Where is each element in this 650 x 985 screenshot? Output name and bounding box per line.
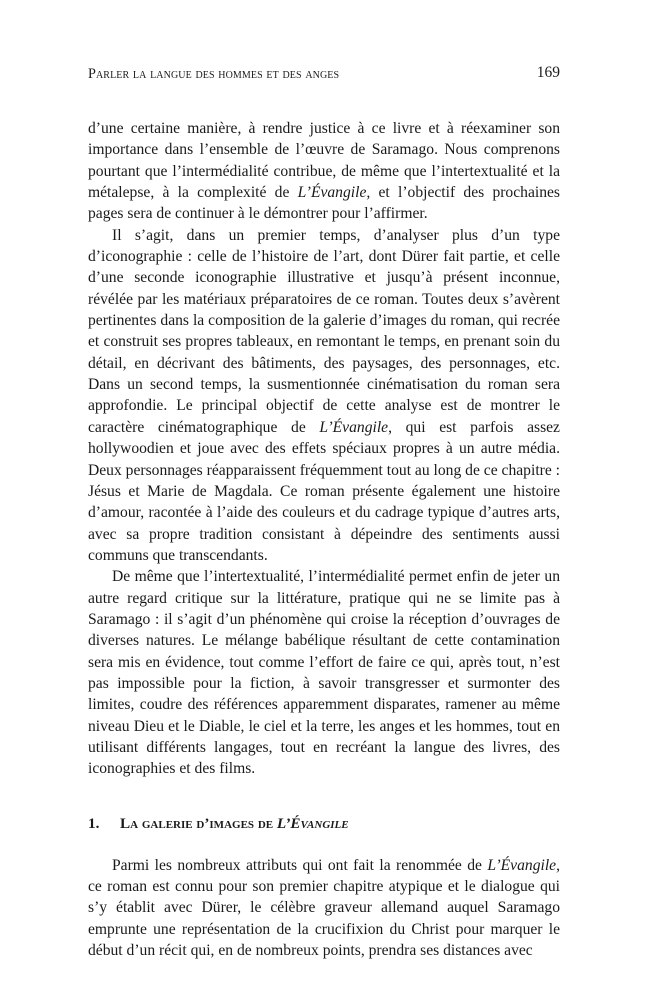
paragraph bbox=[88, 225, 560, 567]
body-text bbox=[88, 118, 560, 961]
paragraph-text: , ce roman est connu pour son premier chapitre atypique et le dialogue qui s’y établit avec Dürer, le célèbre graveur allemand auquel Saramago emprunte une représentation de la crucifixion du Christ pour marquer le début d’un récit qui, en de nombreux points, prendra ses distances avec bbox=[88, 856, 560, 960]
running-title: Parler la langue des hommes et des anges bbox=[88, 66, 340, 82]
spacer bbox=[88, 780, 560, 813]
paragraph-text: et l’objectif des prochaines pages sera de continuer à le démontrer pour l’affirmer. bbox=[88, 184, 560, 223]
paragraph-continuation bbox=[88, 118, 560, 225]
section-heading bbox=[88, 813, 560, 834]
paragraph-text: d’une certaine manière, à rendre justice à ce livre et à réexaminer son importance dans l’ensemble de l’œuvre de Saramago. Nous comprenons pourtant que l’intermédialité contribue, de même que l’intertextualité et la métalepse, à la complexité de bbox=[88, 120, 560, 202]
paragraph bbox=[88, 855, 560, 962]
paragraph-text: Il s’agit, dans un premier temps, d’analyser plus d’un type d’iconographie : celle de l’histoire de l’art, dont Dürer fait partie, et celle d’une seconde iconographie illustrative et jusqu’à présent inconnue, révélée par les matériaux préparatoires de ce roman. Toutes deux s’avèrent pertinentes dans la composition de la galerie d’images du roman, qui recrée et construit ses propres tableaux, en remontant le temps, en prenant soin du détail, en décrivant des bâtiments, des paysages, des personnages, etc. Dans un second temps, la susmentionnée cinématisation du roman sera approfondie. Le principal objectif de cette analyse est de montrer le caractère cinématographique de bbox=[88, 226, 560, 436]
book-title-italic: L’Évangile bbox=[487, 856, 557, 874]
paragraph: De même que l’intertextualité, l’intermédialité permet enfin de jeter un autre regard critique sur la littérature, pratique qui ne se limite pas à Saramago : il s’agit d’un phénomène qui croise la réception d’ouvrages de diverses natures. Le mélange babélique résultant de cette contamination sera mis en évidence, tout comme l’effort de faire ce qui, après tout, n’est pas impossible pour la fiction, à savoir transgresser et surmonter des limites, coudre des références apparemment disparates, ramener au même niveau Dieu et le Diable, le ciel et la terre, les anges et les hommes, tout en utilisant différents langages, tout en recréant la langue des livres, des iconographies et des films. bbox=[88, 568, 560, 778]
spacer bbox=[88, 834, 560, 855]
book-title-italic: L’Évangile bbox=[319, 418, 389, 436]
book-title-italic: L’Évangile, bbox=[297, 184, 371, 202]
page-number: 169 bbox=[536, 64, 560, 81]
paragraph-text: , qui est parfois assez hollywoodien et joue avec des effets spéciaux propres à un autre média. Deux personnages réapparaissent fréquemment tout au long de ce chapitre : Jésus et Marie de Magdala. Ce roman présente également une histoire d’amour, racontée à l’aide des couleurs et du cadrage typique d’autres arts, avec sa propre tradition consistant à dépeindre des sentiments aussi communs que transcendants. bbox=[88, 418, 560, 564]
section-title: La galerie d’images de bbox=[120, 814, 277, 832]
paragraph-text: Parmi les nombreux attributs qui ont fait la renommée de bbox=[112, 856, 488, 874]
running-header bbox=[88, 64, 560, 84]
section-title-italic: L’Évangile bbox=[276, 814, 349, 832]
section-number: 1. bbox=[88, 814, 100, 832]
